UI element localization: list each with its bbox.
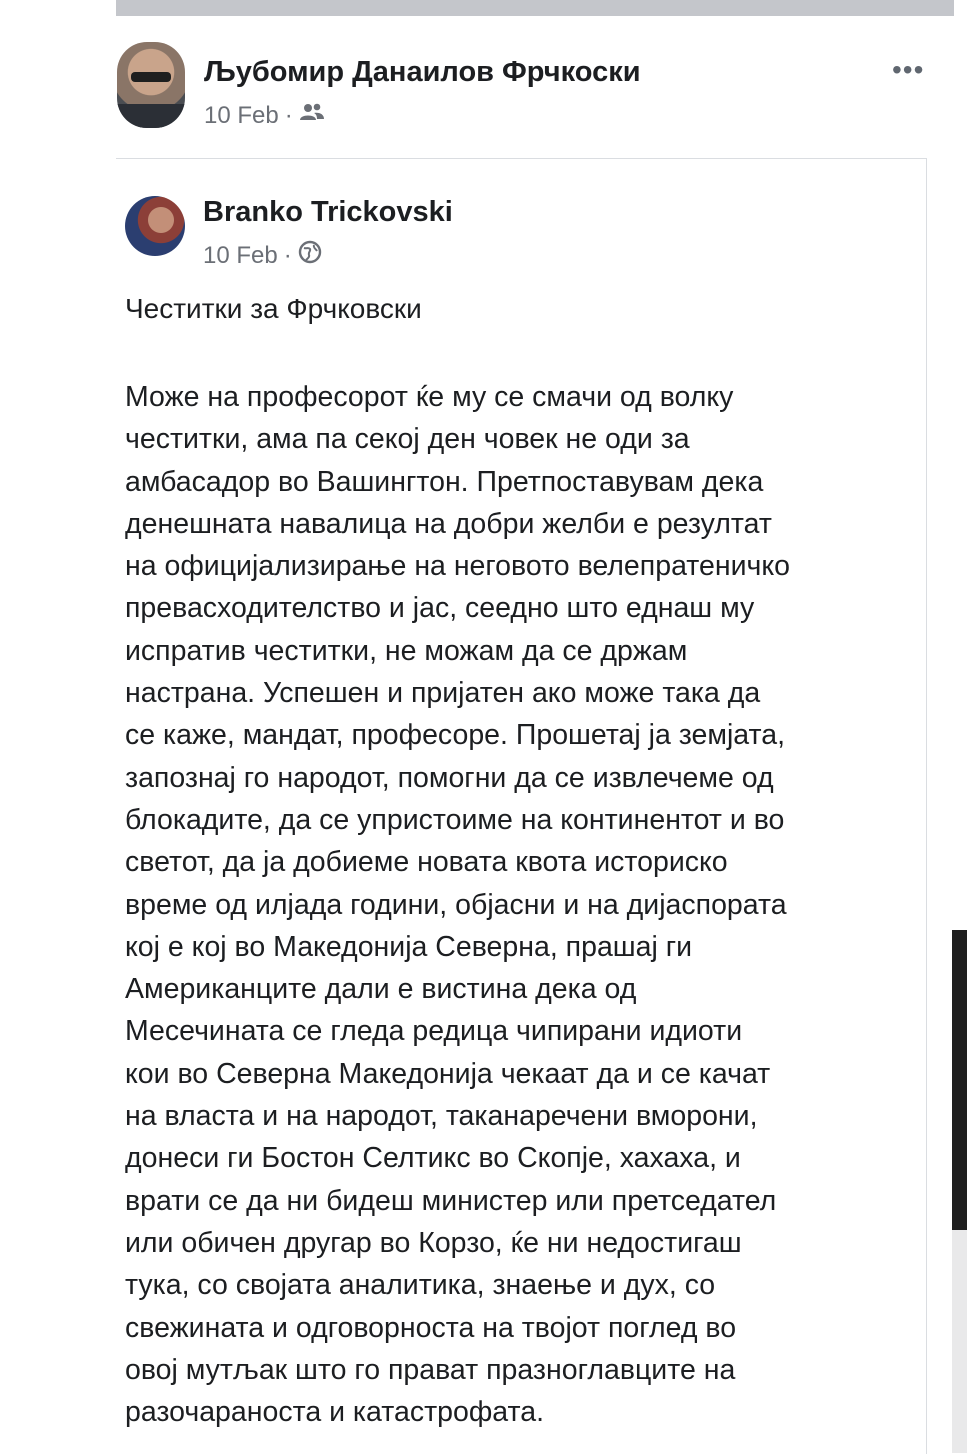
post-body-line: овој мутљак што го прават празноглавците на <box>125 1353 736 1386</box>
adjacent-content-edge <box>952 1230 967 1453</box>
post-body-line: кои во Северна Македонија чекаат да и се качат <box>125 1057 771 1090</box>
globe-icon[interactable] <box>298 240 322 271</box>
post-body-line: тука, со својата аналитика, знаење и дух, со <box>125 1269 716 1302</box>
post-meta <box>204 101 325 130</box>
post-body-line: превасходителство и јас, сеедно што еднаш му <box>125 592 755 625</box>
previous-post-edge <box>116 0 954 16</box>
post-author-name[interactable]: Љубомир Данаилов Фрчкоски <box>204 56 641 88</box>
shared-author-avatar[interactable] <box>125 196 185 256</box>
post-body-line: честитки, ама па секој ден човек не оди за <box>125 423 690 456</box>
shared-post-date[interactable]: 10 Feb <box>203 241 278 269</box>
post-body-line: свежината и одговорноста на твојот поглед во <box>125 1311 737 1344</box>
post-body-line: кој е кој во Македонија Северна, прашај ги <box>125 930 693 963</box>
post-body <box>125 376 915 1433</box>
friends-icon[interactable] <box>299 101 325 130</box>
post-body-line: Месечината се гледа редица чипирани идиоти <box>125 1015 743 1048</box>
post-body-line: или обичен другар во Корзо, ќе ни недостигаш <box>125 1226 742 1259</box>
post-body-line: врати се да ни бидеш министер или претседател <box>125 1184 777 1217</box>
meta-separator: · <box>283 241 292 269</box>
post-body-line: светот, да ја добиеме новата квота историско <box>125 846 728 879</box>
avatar-shirt <box>117 104 185 128</box>
left-margin <box>0 0 116 1453</box>
post-body-line: Може на професорот ќе му се смачи од волку <box>125 381 734 413</box>
post-date[interactable]: 10 Feb <box>204 101 279 129</box>
more-options-icon[interactable]: ••• <box>892 54 925 85</box>
post-body-line: донеси ги Бостон Селтикс во Скопје, хахаха, и <box>125 1142 741 1175</box>
avatar[interactable] <box>117 42 185 128</box>
adjacent-content-edge <box>952 930 967 1230</box>
shared-post-meta <box>203 240 322 271</box>
post-body-line: на власта и на народот, таканаречени вморони, <box>125 1100 758 1133</box>
post-body-line: денешната навалица на добри желби е резултат <box>125 507 772 540</box>
meta-separator: · <box>284 101 293 129</box>
shared-author-name[interactable]: Branko Trickovski <box>203 196 453 228</box>
post-body-line: се каже, мандат, професоре. Прошетај ја земјата, <box>125 719 786 752</box>
post-body-line: блокадите, да се упристоиме на континентот и во <box>125 803 785 836</box>
post-body-line: Американците дали е вистина дека од <box>125 973 637 1006</box>
post-body-line: испратив честитки, не можам да се држам <box>125 634 688 667</box>
post-body-line: настрана. Успешен и пријатен ако може така да <box>125 677 761 710</box>
post-body-line: на официјализирање на неговото велепратеничко <box>125 550 791 583</box>
post-body-line: амбасадор во Вашингтон. Претпоставувам дека <box>125 465 764 498</box>
post-body-line: запознај го народот, помогни да се извлечеме од <box>125 761 774 794</box>
post-heading: Честитки за Фрчковски <box>125 293 422 324</box>
avatar-glasses <box>131 72 171 82</box>
post-body-line: време од илјада години, објасни и на дијаспората <box>125 888 787 921</box>
post-body-line: разочараноста и катастрофата. <box>125 1396 545 1429</box>
